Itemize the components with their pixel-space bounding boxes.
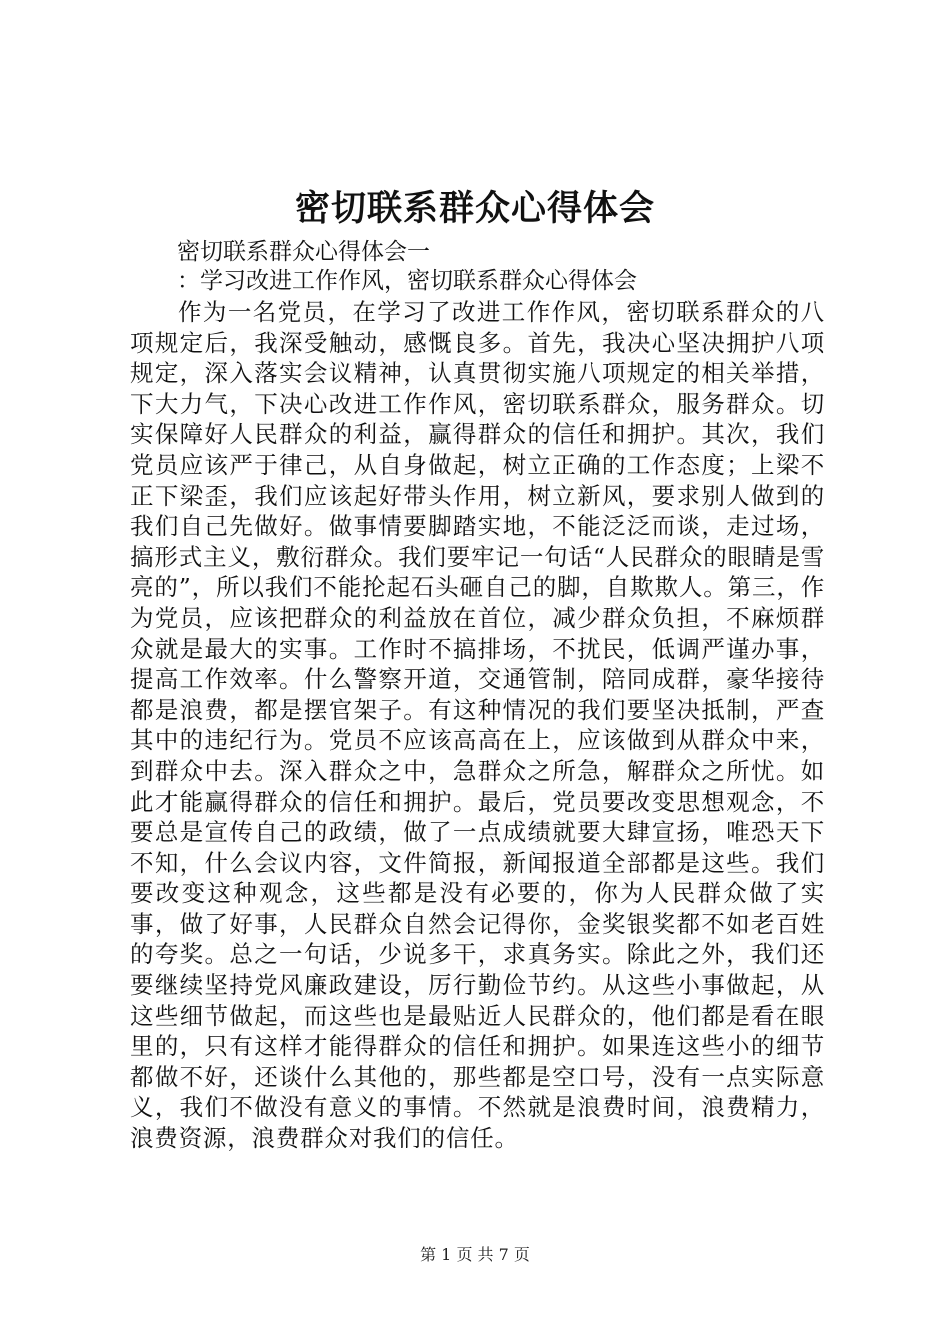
section-heading: 密切联系群众心得体会一	[177, 239, 430, 265]
document-title: 密切联系群众心得体会	[294, 188, 655, 229]
page-number-footer: 第 1 页 共 7 页	[420, 1245, 530, 1264]
body-paragraph: 作为一名党员，在学习了改进工作作风，密切联系群众的八项规定后，我深受触动，感慨良多。首先，我决心坚决拥护八项规定，深入落实会议精神，认真贯彻实施八项规定的相关举措，下大力气，下决心改进工作作风，密切联系群众，服务群众。切实保障好人民群众的利益，赢得群众的信任和拥护。其次，我们党员应该严于律己，从自身做起，树立正确的工作态度；上梁不正下梁歪，我们应该起好带头作用，树立新风，要求别人做到的我们自己先做好。做事情要脚踏实地，不能泛泛而谈，走过场，搞形式主义，敷衍群众。我们要牢记一句话“人民群众的眼睛是雪亮的”，所以我们不能抡起石头砸自己的脚，自欺欺人。第三，作为党员，应该把群众的利益放在首位，减少群众负担，不麻烦群众就是最大的实事。工作时不搞排场，不扰民，低调严谨办事，提高工作效率。什么警察开道，交通管制，陪同成群，豪华接待都是浪费，都是摆官架子。有这种情况的我们要坚决抵制，严查其中的违纪行为。党员不应该高高在上，应该做到从群众中来，到群众中去。深入群众之中，急群众之所急，解群众之所忧。如此才能赢得群众的信任和拥护。最后，党员要改变思想观念，不要总是宣传自己的政绩，做了一点成绩就要大肆宣扬，唯恐天下不知，什么会议内容，文件简报，新闻报道全部都是这些。我们要改变这种观念，这些都是没有必要的，你为人民群众做了实事，做了好事，人民群众自然会记得你，金奖银奖都不如老百姓的夸奖。总之一句话，少说多干，求真务实。除此之外，我们还要继续坚持党风廉政建设，厉行勤俭节约。从这些小事做起，从这些细节做起，而这些也是最贴近人民群众的，他们都是看在眼里的，只有这样才能得群众的信任和拥护。如果连这些小的细节都做不好，还谈什么其他的，那些都是空口号，没有一点实际意义，我们不做没有意义的事情。不然就是浪费时间，浪费精力，浪费资源，浪费群众对我们的信任。	[130, 298, 825, 1153]
section-subheading: ：学习改进工作作风，密切联系群众心得体会	[177, 268, 637, 294]
